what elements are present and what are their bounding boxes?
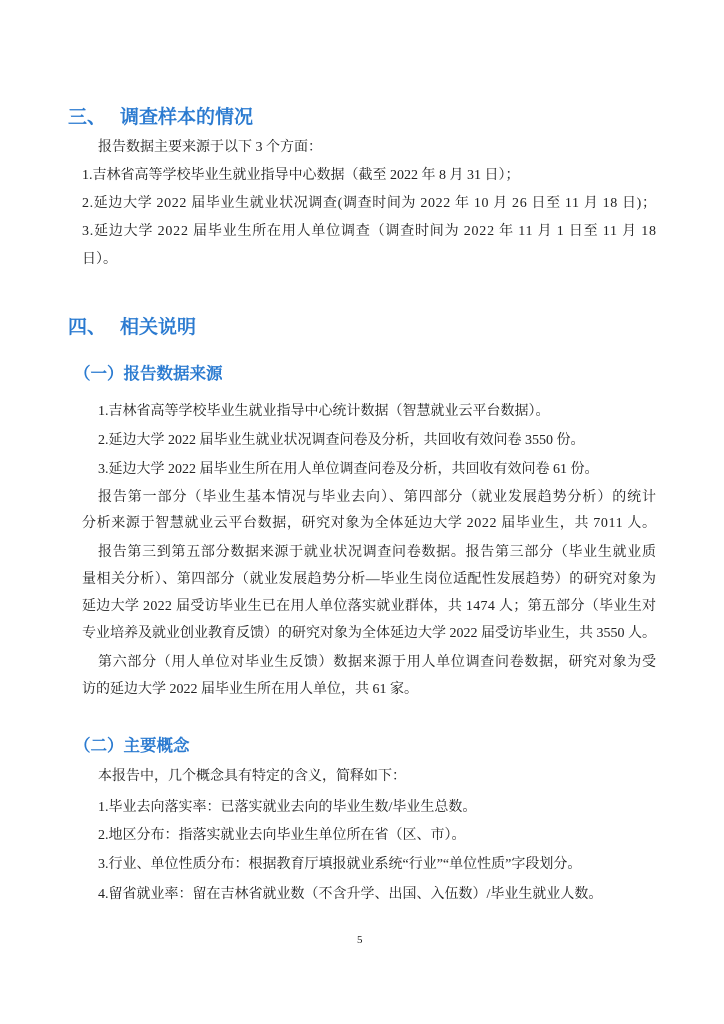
subsection-heading: （二）主要概念 — [74, 736, 190, 755]
list-item: 2.地区分布：指落实就业去向毕业生单位所在省（区、市）。 — [98, 828, 466, 843]
list-item: 2.延边大学 2022 届毕业生就业状况调查(调查时间为 2022 年 10 月 26 日至 11 月 18 日)； — [82, 196, 657, 211]
paragraph-line: 分析来源于智慧就业云平台数据，研究对象为全体延边大学 2022 届毕业生，共 7011 人。 — [82, 516, 657, 531]
list-item: 3.延边大学 2022 届毕业生所在用人单位调查问卷及分析，共回收有效问卷 61 份。 — [98, 462, 599, 477]
paragraph-line: 专业培养及就业创业教育反馈）的研究对象为全体延边大学 2022 届受访毕业生，共 3550 人。 — [82, 626, 656, 641]
paragraph-line: 量相关分析）、第四部分（就业发展趋势分析—毕业生岗位适配性发展趋势）的研究对象为 — [82, 572, 657, 587]
paragraph-line: 报告第三到第五部分数据来源于就业状况调查问卷数据。报告第三部分（毕业生就业质 — [98, 545, 657, 560]
list-item: 4.留省就业率：留在吉林省就业数（不含升学、出国、入伍数）/毕业生就业人数。 — [98, 887, 603, 902]
list-item: 1.吉林省高等学校毕业生就业指导中心数据（截至 2022 年 8 月 31 日）； — [82, 168, 520, 183]
list-item: 2.延边大学 2022 届毕业生就业状况调查问卷及分析，共回收有效问卷 3550 份。 — [98, 433, 585, 448]
section-number: 三、 — [68, 106, 107, 128]
section-title: 调查样本的情况 — [120, 106, 254, 128]
section-number: 四、 — [68, 316, 107, 338]
section-title: 相关说明 — [120, 316, 197, 338]
list-item: 1.毕业去向落实率：已落实就业去向的毕业生数/毕业生总数。 — [98, 800, 477, 815]
section-heading-3 — [68, 102, 253, 129]
section-heading-4 — [68, 312, 196, 339]
list-item-continuation: 日）。 — [82, 252, 117, 267]
paragraph-line: 延边大学 2022 届受访毕业生已在用人单位落实就业群体，共 1474 人；第五部分（毕业生对 — [82, 599, 657, 614]
page-number: 5 — [357, 934, 363, 946]
paragraph: 本报告中，几个概念具有特定的含义，简释如下： — [98, 769, 406, 784]
list-item: 3.延边大学 2022 届毕业生所在用人单位调查（调查时间为 2022 年 11 月 1 日至 11 月 18 — [82, 224, 657, 239]
paragraph-line: 第六部分（用人单位对毕业生反馈）数据来源于用人单位调查问卷数据，研究对象为受 — [98, 655, 657, 670]
paragraph-line: 访的延边大学 2022 届毕业生所在用人单位，共 61 家。 — [82, 682, 418, 697]
subsection-heading: （一）报告数据来源 — [74, 364, 223, 383]
list-item: 3.行业、单位性质分布：根据教育厅填报就业系统“行业”“单位性质”字段划分。 — [98, 857, 582, 872]
paragraph-line: 报告第一部分（毕业生基本情况与毕业去向）、第四部分（就业发展趋势分析）的统计 — [98, 490, 657, 505]
paragraph: 报告数据主要来源于以下 3 个方面： — [98, 140, 322, 155]
list-item: 1.吉林省高等学校毕业生就业指导中心统计数据（智慧就业云平台数据）。 — [98, 404, 550, 419]
